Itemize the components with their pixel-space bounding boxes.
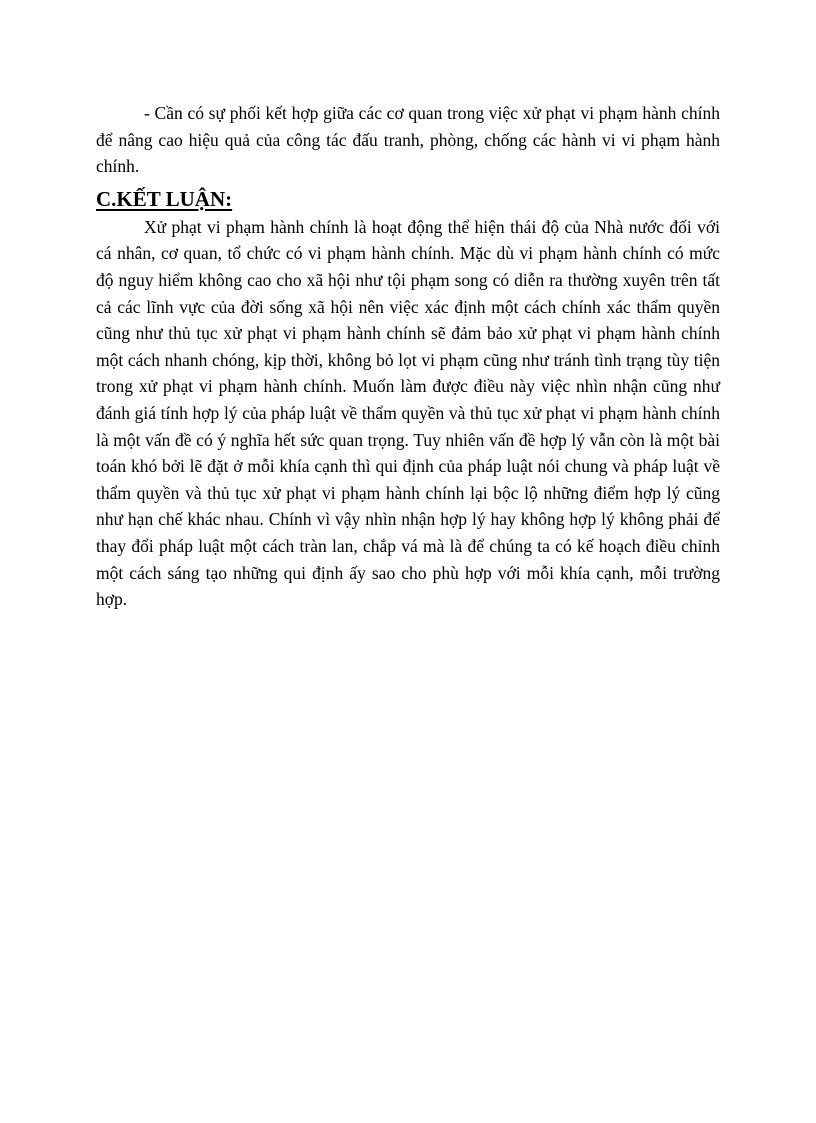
section-heading: C.KẾT LUẬN: <box>96 186 233 211</box>
document-page <box>96 100 720 613</box>
intro-paragraph: - Cần có sự phối kết hợp giữa các cơ quan trong việc xử phạt vi phạm hành chính để nâng cao hiệu quả của công tác đấu tranh, phòng, chống các hành vi vi phạm hành chính. <box>96 103 720 177</box>
conclusion-paragraph: Xử phạt vi phạm hành chính là hoạt động thể hiện thái độ của Nhà nước đối với cá nhân, cơ quan, tổ chức có vi phạm hành chính. Mặc dù vi phạm hành chính có mức độ nguy hiểm không cao cho xã hội như tội phạm song có diễn ra thường xuyên trên tất cả các lĩnh vực của đời sống xã hội nên việc xác định một cách chính xác thẩm quyền cũng như thủ tục xử phạt vi phạm hành chính sẽ đảm bảo xử phạt vi phạm hành chính một cách nhanh chóng, kịp thời, không bỏ lọt vi phạm cũng như tránh tình trạng tùy tiện trong xử phạt vi phạm hành chính. Muốn làm được điều này việc nhìn nhận cũng như đánh giá tính hợp lý của pháp luật về thẩm quyền và thủ tục xử phạt vi phạm hành chính là một vấn đề có ý nghĩa hết sức quan trọng. Tuy nhiên vấn đề hợp lý vẫn còn là một bài toán khó bởi lẽ đặt ở mỗi khía cạnh thì qui định của pháp luật nói chung và pháp luật về thẩm quyền và thủ tục xử phạt vi phạm hành chính lại bộc lộ những điểm hợp lý cũng như hạn chế khác nhau. Chính vì vậy nhìn nhận hợp lý hay không hợp lý không phải để thay đổi pháp luật một cách tràn lan, chắp vá mà là để chúng ta có kế hoạch điều chỉnh một cách sáng tạo những qui định ấy sao cho phù hợp với mỗi khía cạnh, mỗi trường hợp. <box>96 216 720 610</box>
